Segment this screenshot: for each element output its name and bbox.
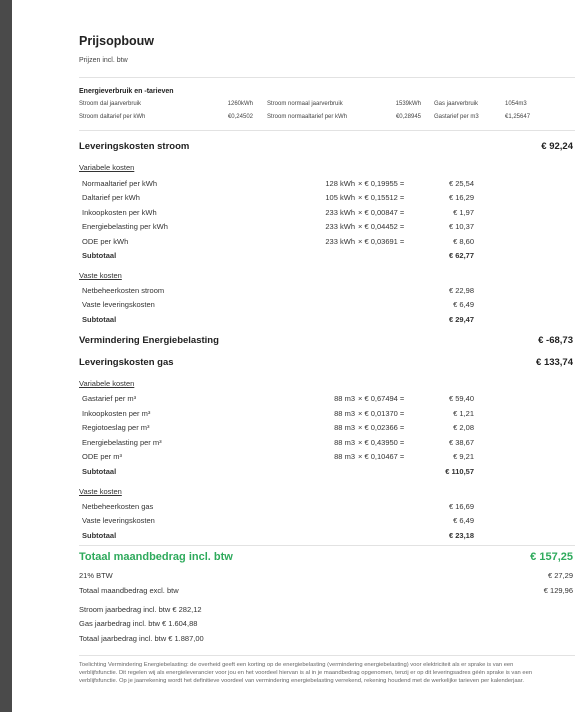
left-sidebar-strip	[0, 0, 12, 712]
cost-label: ODE per m³	[82, 452, 123, 461]
variable-costs-heading: Variabele kosten	[79, 379, 135, 388]
cost-quantity: 105 kWh	[325, 193, 355, 202]
usage-label: Stroom daltarief per kWh	[79, 114, 146, 120]
cost-quantity: 88 m3	[334, 409, 355, 418]
cost-quantity: 88 m3	[334, 452, 355, 461]
cost-rate: × € 0,02366 =	[358, 423, 405, 432]
cost-label: ODE per kWh	[82, 237, 129, 246]
usage-title: Energieverbruik en -tarieven	[79, 88, 174, 95]
cost-rate: × € 0,10467 =	[358, 452, 405, 461]
cost-amount: € 16,69	[448, 502, 474, 511]
cost-rate: × € 0,43950 =	[358, 438, 405, 447]
section-title-vermindering: Vermindering Energiebelasting	[79, 335, 219, 346]
cost-amount: € 6,49	[453, 516, 474, 525]
usage-label: Gas jaarverbruik	[434, 101, 479, 107]
usage-label: Stroom dal jaarverbruik	[79, 101, 142, 107]
cost-rate: × € 0,04452 =	[358, 222, 405, 231]
cost-amount: € 1,21	[453, 409, 474, 418]
section-total-vermindering: € -68,73	[538, 335, 573, 346]
cost-rate: × € 0,15512 =	[358, 193, 405, 202]
subtotal-label: Subtotaal	[82, 251, 117, 260]
total-monthly-title: Totaal maandbedrag incl. btw	[79, 551, 233, 563]
usage-label: Gastarief per m3	[434, 114, 479, 120]
section-total-gas: € 133,74	[536, 357, 573, 368]
total-excl-amount: € 129,96	[543, 586, 573, 595]
cost-label: Inkoopkosten per kWh	[82, 208, 157, 217]
cost-quantity: 128 kWh	[325, 179, 355, 188]
cost-quantity: 88 m3	[334, 423, 355, 432]
divider	[79, 655, 575, 656]
cost-label: Netbeheerkosten gas	[82, 502, 154, 511]
usage-label: Stroom normaaltarief per kWh	[267, 114, 348, 120]
subtotal-label: Subtotaal	[82, 467, 117, 476]
cost-amount: € 59,40	[448, 394, 474, 403]
footnote: Toelichting Vermindering Energiebelasting: de overheid geeft een korting op de energiebelasting (vermindering energiebelasting) voor elektriciteit als er sprake is van een verblijfsfunctie. Dit regelen wij als energieleverancier voor jou en het voordeel hiervan is al in je maandbedrag opgenomen, tenzij er op dit leveringsadres géén sprake is van een verblijfsfunctie. Op je jaarrekening wordt het definitieve voordeel van vermindering energiebelasting verrekend, rekening houdend met de werkelijke tarieven per kalenderjaar.	[79, 662, 533, 685]
cost-amount: € 1,97	[453, 208, 474, 217]
btw-label: 21% BTW	[79, 571, 113, 580]
usage-value: 1260kWh	[227, 101, 253, 107]
cost-amount: € 8,60	[453, 237, 474, 246]
cost-rate: × € 0,00847 =	[358, 208, 405, 217]
subtotal-amount: € 62,77	[448, 251, 474, 260]
usage-value: 1054m3	[505, 101, 527, 107]
cost-label: Vaste leveringskosten	[82, 300, 155, 309]
cost-amount: € 22,98	[448, 286, 474, 295]
page-subtitle: Prijzen incl. btw	[79, 57, 128, 64]
cost-quantity: 233 kWh	[325, 237, 355, 246]
cost-amount: € 38,67	[448, 438, 474, 447]
annual-amount-total: Totaal jaarbedrag incl. btw € 1.887,00	[79, 634, 204, 643]
total-monthly-amount: € 157,25	[530, 551, 573, 563]
cost-rate: × € 0,01370 =	[358, 409, 405, 418]
usage-value: €0,28945	[395, 114, 421, 120]
cost-label: Inkoopkosten per m³	[82, 409, 151, 418]
subtotal-amount: € 23,18	[448, 531, 474, 540]
cost-amount: € 10,37	[448, 222, 474, 231]
total-excl-label: Totaal maandbedrag excl. btw	[79, 586, 179, 595]
section-title-gas: Leveringskosten gas	[79, 357, 174, 368]
section-title-stroom: Leveringskosten stroom	[79, 141, 190, 152]
fixed-costs-heading: Vaste kosten	[79, 487, 122, 496]
cost-quantity: 233 kWh	[325, 222, 355, 231]
page-title: Prijsopbouw	[79, 34, 154, 48]
fixed-costs-heading: Vaste kosten	[79, 271, 122, 280]
cost-quantity: 88 m3	[334, 438, 355, 447]
cost-label: Energiebelasting per m³	[82, 438, 162, 447]
btw-amount: € 27,29	[547, 571, 573, 580]
cost-rate: × € 0,03691 =	[358, 237, 405, 246]
variable-costs-heading: Variabele kosten	[79, 163, 135, 172]
cost-amount: € 2,08	[453, 423, 474, 432]
cost-label: Vaste leveringskosten	[82, 516, 155, 525]
cost-amount: € 25,54	[448, 179, 474, 188]
cost-rate: × € 0,67494 =	[358, 394, 405, 403]
subtotal-label: Subtotaal	[82, 531, 117, 540]
usage-value: €0,24502	[227, 114, 253, 120]
cost-rate: × € 0,19955 =	[358, 179, 405, 188]
annual-amount-stroom: Stroom jaarbedrag incl. btw € 282,12	[79, 605, 202, 614]
cost-amount: € 9,21	[453, 452, 474, 461]
divider	[79, 545, 575, 546]
cost-quantity: 88 m3	[334, 394, 355, 403]
cost-label: Energiebelasting per kWh	[82, 222, 168, 231]
cost-label: Daltarief per kWh	[82, 193, 140, 202]
annual-amount-gas: Gas jaarbedrag incl. btw € 1.604,88	[79, 619, 198, 628]
price-breakdown-document	[79, 0, 575, 712]
usage-label: Stroom normaal jaarverbruik	[267, 101, 343, 107]
cost-label: Gastarief per m³	[82, 394, 137, 403]
cost-label: Normaaltarief per kWh	[82, 179, 158, 188]
cost-label: Netbeheerkosten stroom	[82, 286, 165, 295]
subtotal-label: Subtotaal	[82, 315, 117, 324]
section-total-stroom: € 92,24	[541, 141, 573, 152]
subtotal-amount: € 110,57	[445, 467, 474, 476]
subtotal-amount: € 29,47	[448, 315, 474, 324]
cost-amount: € 6,49	[453, 300, 474, 309]
divider	[79, 130, 575, 131]
usage-value: 1539kWh	[395, 101, 421, 107]
divider	[79, 77, 575, 78]
cost-quantity: 233 kWh	[325, 208, 355, 217]
usage-value: €1,25647	[505, 114, 531, 120]
cost-amount: € 16,29	[448, 193, 474, 202]
cost-label: Regiotoeslag per m³	[82, 423, 150, 432]
